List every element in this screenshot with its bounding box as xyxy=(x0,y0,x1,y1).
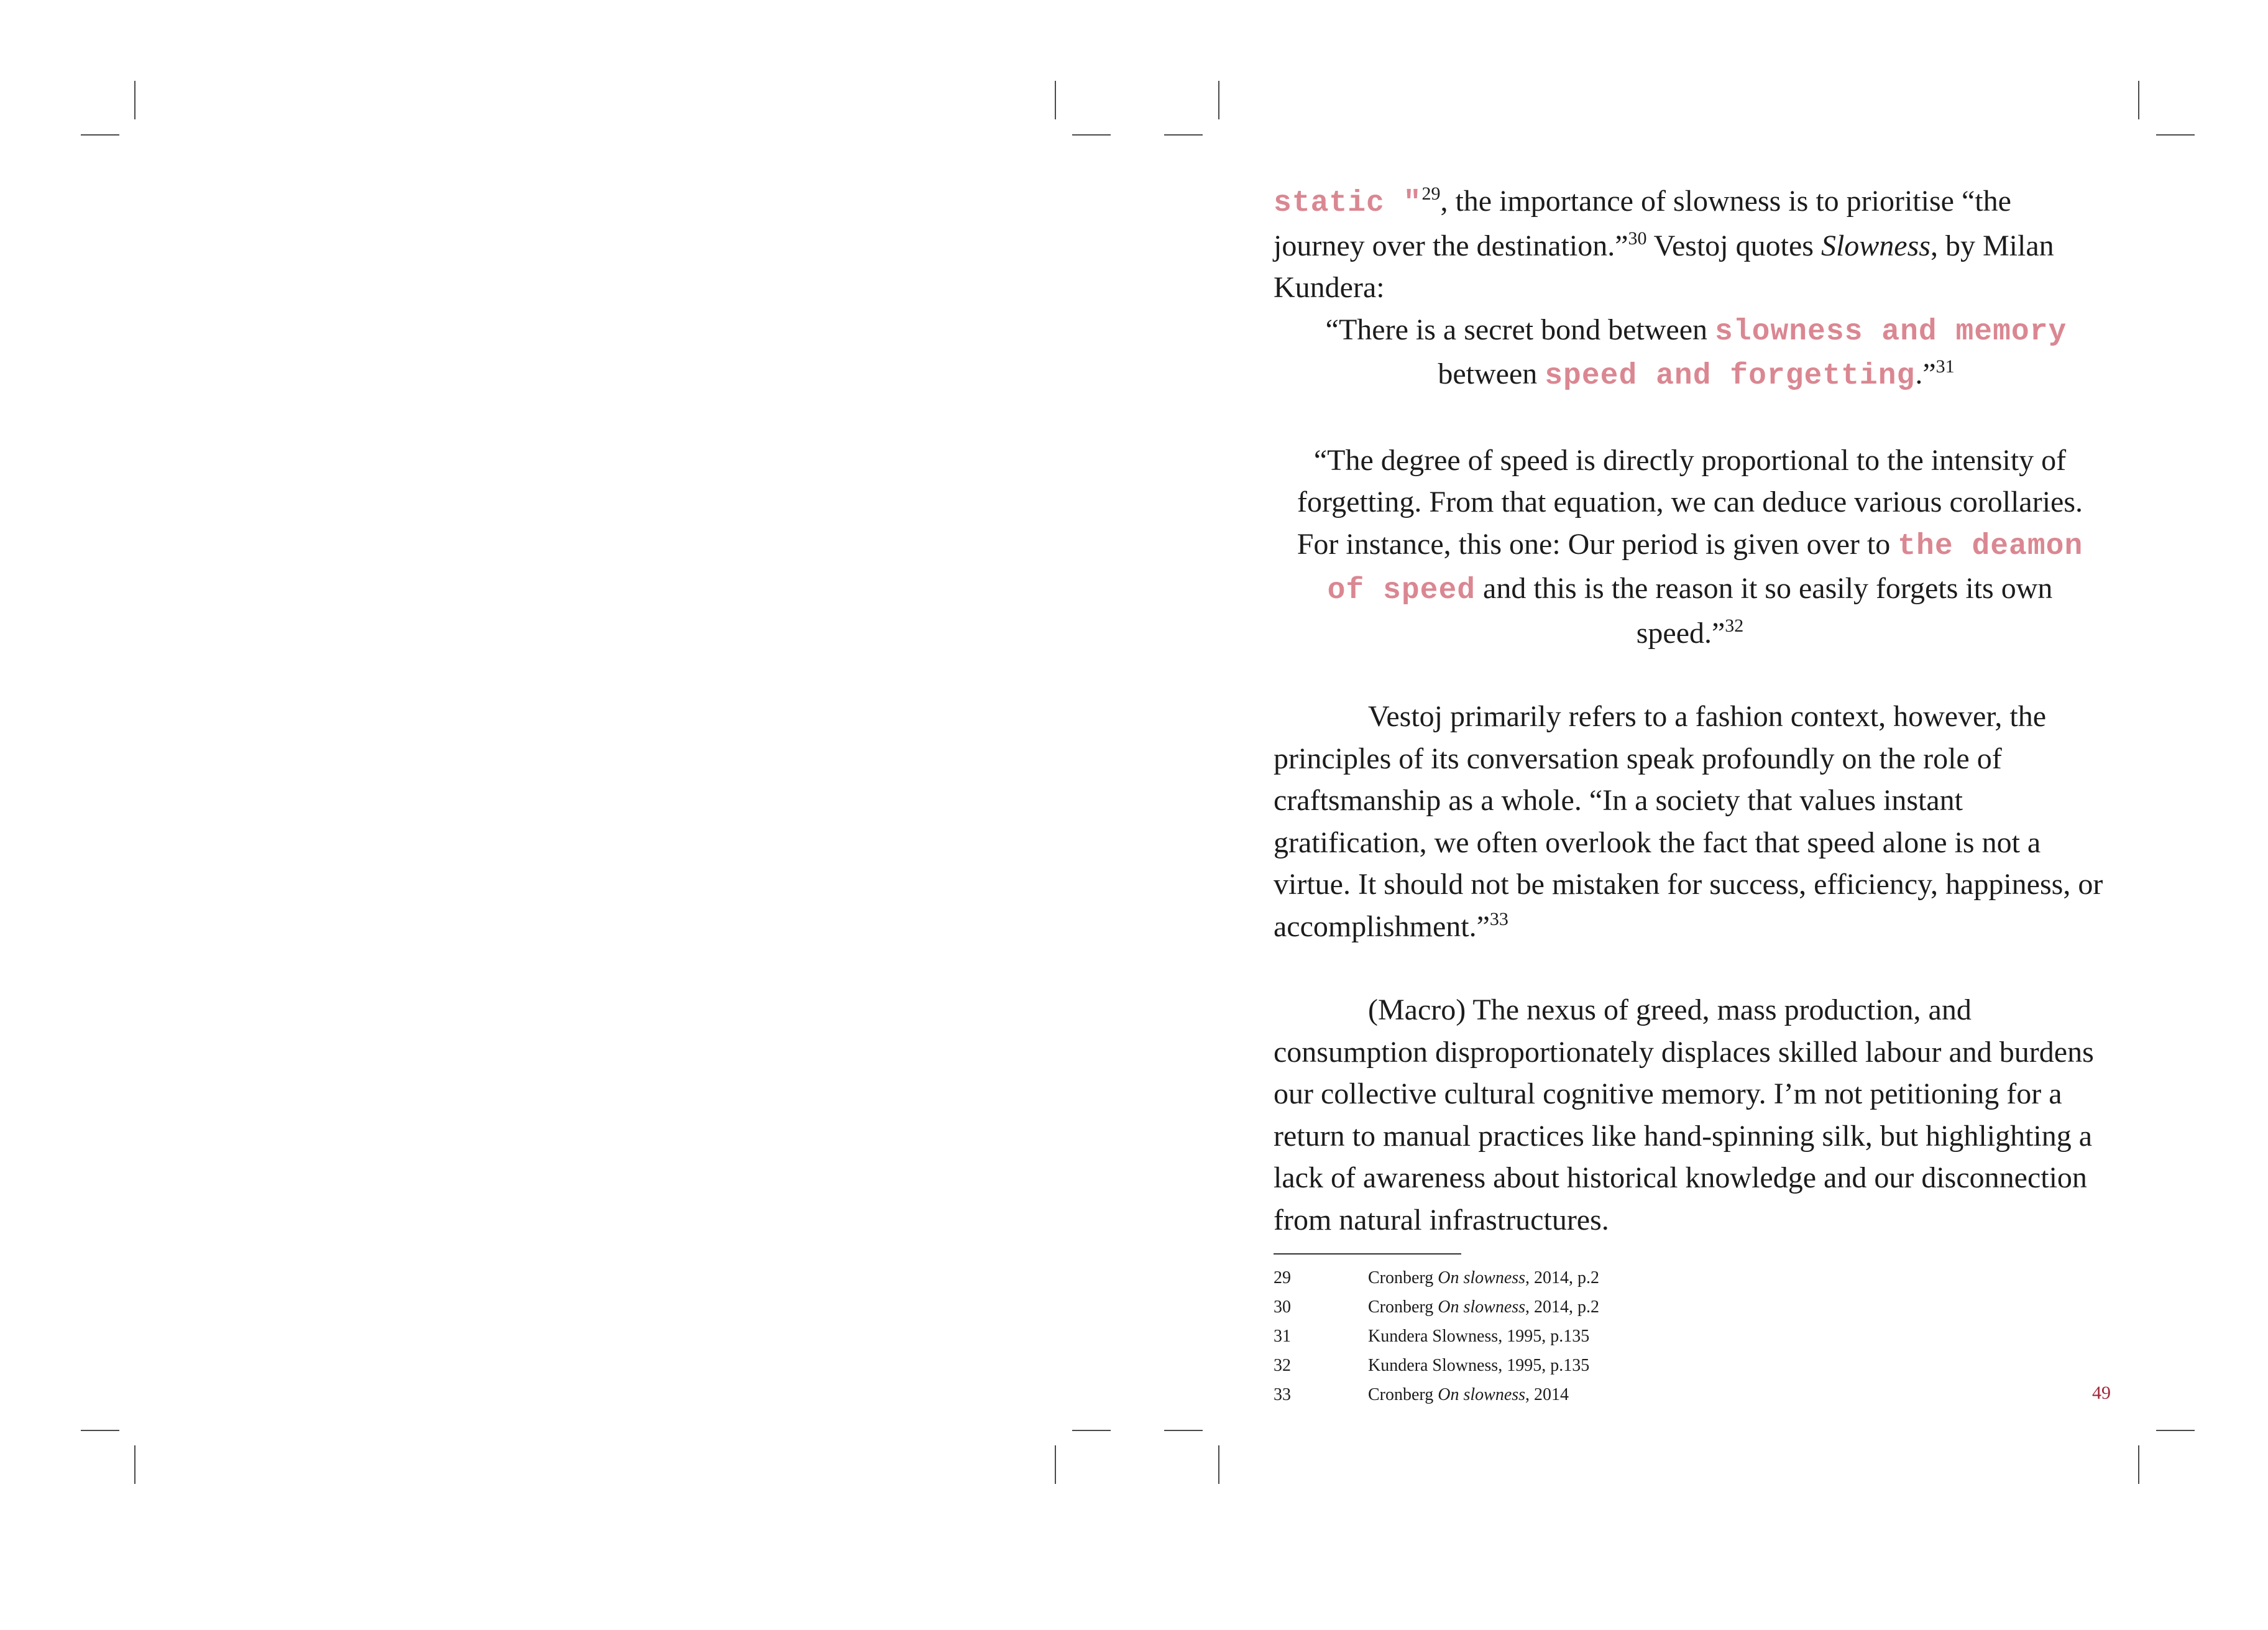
footnote-text: Kundera Slowness, 1995, p.135 xyxy=(1368,1356,1590,1375)
footnote xyxy=(1274,1380,2106,1409)
footnote-text: Kundera Slowness, 1995, p.135 xyxy=(1368,1327,1590,1346)
footnote-number: 31 xyxy=(1274,1327,1291,1346)
block-quote xyxy=(1274,309,2106,398)
crop-mark xyxy=(1055,1445,1056,1484)
highlight-phrase: the deamon of speed xyxy=(1327,529,2083,607)
footnote xyxy=(1274,1322,2106,1351)
crop-mark xyxy=(81,1430,119,1431)
footnote-ref[interactable]: 32 xyxy=(1725,615,1744,636)
footnote-text: Cronberg On slowness, 2014, p.2 xyxy=(1368,1297,1600,1317)
quote-text: “The degree of speed is directly proportional to the intensity of forgetting. From that equation, we can deduce various corollaries. For instance, this one: Our period is given over to xyxy=(1297,443,2083,561)
footnote-ref[interactable]: 30 xyxy=(1628,228,1647,249)
paragraph-text: Vestoj primarily refers to a fashion context, however, the principles of its conversation speak profoundly on the role of craftsmanship as a whole. “In a society that values instant gratification, we often overlook the fact that speed alone is not a virtue. It should not be mistaken for success, efficiency, happiness, or accomplishment.” xyxy=(1274,700,2103,943)
quote-text: and this is the reason it so easily forgets its own speed.” xyxy=(1476,572,2053,650)
footnote-number: 30 xyxy=(1274,1297,1291,1317)
footnote-ref[interactable]: 33 xyxy=(1489,908,1508,929)
footnote-number: 33 xyxy=(1274,1385,1291,1404)
crop-mark xyxy=(2156,134,2195,136)
crop-mark xyxy=(2138,81,2139,119)
quote-text: .” xyxy=(1915,357,1936,390)
footnote-ref[interactable]: 29 xyxy=(1421,183,1441,204)
crop-mark xyxy=(1218,1445,1219,1484)
footnote-text: Cronberg On slowness, 2014 xyxy=(1368,1385,1569,1404)
paragraph-text: (Macro) The nexus of greed, mass production, and consumption disproportionately displaces skilled labour and burdens our collective cultural cognitive memory. I’m not petitioning for a return to manual practices like hand-spinning silk, but highlighting a lack of awareness about historical knowledge and our disconnection from natural infrastructures. xyxy=(1274,993,2094,1236)
intro-text: Vestoj quotes xyxy=(1646,229,1821,262)
crop-mark xyxy=(1164,134,1203,136)
crop-mark xyxy=(2138,1445,2139,1484)
quote-text: between xyxy=(1438,357,1545,390)
quote-text: “There is a secret bond between xyxy=(1325,313,1715,346)
crop-mark xyxy=(1072,134,1111,136)
right-page xyxy=(1274,180,2106,1424)
footnote-number: 29 xyxy=(1274,1268,1291,1287)
crop-mark xyxy=(2156,1430,2195,1431)
crop-mark xyxy=(81,134,119,136)
intro-paragraph xyxy=(1274,180,2106,309)
footnote xyxy=(1274,1263,2106,1292)
book-title: Slowness xyxy=(1820,229,1931,262)
block-quote xyxy=(1274,440,2106,655)
footnote-text: Cronberg On slowness, 2014, p.2 xyxy=(1368,1268,1600,1287)
intro-text: , by Milan Kundera: xyxy=(1274,229,2054,304)
crop-mark xyxy=(1072,1430,1111,1431)
footnote xyxy=(1274,1351,2106,1380)
highlight-phrase: speed and forgetting xyxy=(1545,359,1916,393)
footnote xyxy=(1274,1292,2106,1322)
highlight-phrase: slowness and memory xyxy=(1715,315,2067,349)
intro-text: , the importance of slowness is to prioritise “the journey over the destination.” xyxy=(1274,185,2011,262)
body-paragraph xyxy=(1274,696,2106,947)
highlight-phrase: static " xyxy=(1274,186,1422,220)
crop-mark xyxy=(134,81,135,119)
crop-mark xyxy=(134,1445,135,1484)
footnote-ref[interactable]: 31 xyxy=(1935,356,1955,377)
crop-mark xyxy=(1055,81,1056,119)
footnote-divider xyxy=(1274,1253,1461,1255)
crop-mark xyxy=(1164,1430,1203,1431)
footnote-number: 32 xyxy=(1274,1356,1291,1375)
crop-mark xyxy=(1218,81,1219,119)
footnotes xyxy=(1274,1263,2106,1409)
page-number: 49 xyxy=(2092,1383,2111,1403)
body-paragraph xyxy=(1274,989,2106,1241)
